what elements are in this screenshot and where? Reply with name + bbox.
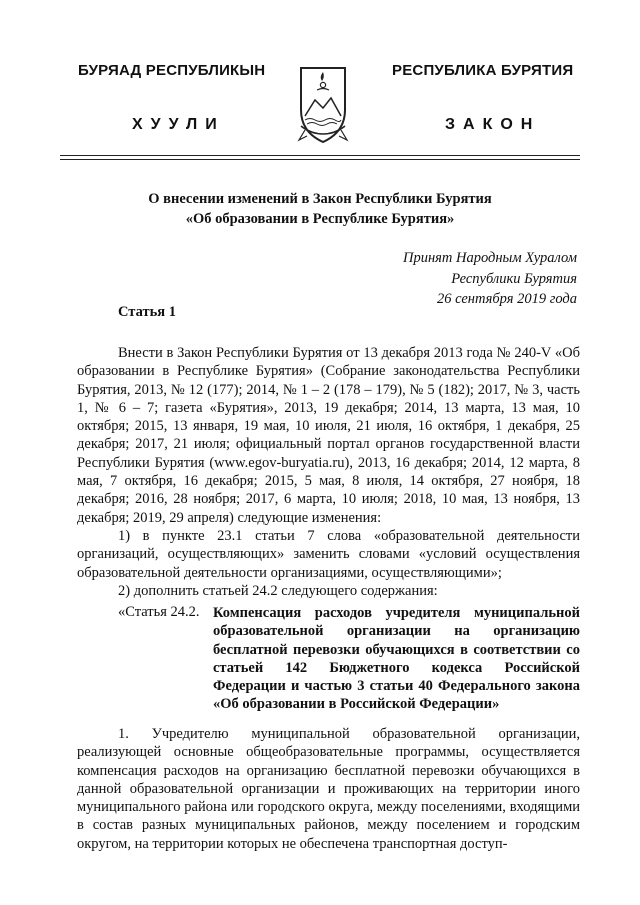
adoption-line-2: Республики Бурятия	[451, 270, 577, 287]
new-article-title: Компенсация расходов учредителя муниципальной образовательной организации на организацию бесплатной перевозки обучающихся в соответствии со статьей 142 Бюджетного кодекса Российской Федерации и частью 3 статьи 40 Федерального закона «Об образовании в Российской Федерации»	[213, 605, 580, 713]
adoption-line-1: Принят Народным Хуралом	[402, 250, 577, 266]
header-divider-thin	[60, 159, 580, 160]
article-1-item-1: 1) в пункте 23.1 статьи 7 слова «образовательной деятельности организаций, осуществляющих» заменить словами «условий осуществления образовательной деятельности организациями, осуществляющими»;	[77, 527, 580, 581]
law-title-line-2: «Об образовании в Республике Бурятия»	[185, 211, 455, 227]
header-republic-russian: РЕСПУБЛИКА БУРЯТИЯ	[392, 62, 574, 79]
header-republic-buryat: БУРЯАД РЕСПУБЛИКЫН	[78, 62, 266, 79]
header-law-russian: ЗАКОН	[445, 116, 541, 133]
law-title-line-1: О внесении изменений в Закон Республики Бурятия	[148, 191, 492, 207]
article-1-item-2: 2) дополнить статьей 24.2 следующего содержания:	[118, 582, 438, 599]
new-article-paragraph-1	[77, 725, 580, 853]
law-title	[60, 189, 580, 229]
article-1-intro: Внести в Закон Республики Бурятия от 13 декабря 2013 года № 240-V «Об образовании в Республике Бурятия» (Собрание законодательства Республики Бурятия, 2013, № 12 (177); 2014, № 1 – 2 (178 – 179), № 5 (182); 2017, № 3, часть 1, № 6 – 7; газета «Бурятия», 2013, 19 декабря; 2014, 13 марта, 13 мая, 10 октября; 2015, 13 января, 19 мая, 10 июля, 21 июля, 16 октября, 1 декабря, 25 декабря; 2017, 21 июля; официальный портал органов государственной власти Республики Бурятия (www.egov-buryatia.ru), 2013, 16 декабря; 2014, 12 марта, 8 мая, 7 октября, 16 декабря; 2015, 5 мая, 8 июля, 14 октября, 27 ноября, 18 декабря; 2016, 28 ноября; 2017, 6 марта, 10 июля; 2018, 10 мая, 13 ноября, 13 декабря; 2019, 29 апреля) следующие изменения:	[77, 345, 580, 526]
buryatia-coat-of-arms-icon	[295, 60, 351, 146]
article-1-heading: Статья 1	[118, 304, 176, 320]
article-1-body	[77, 344, 580, 600]
new-article-paragraph-1-text: 1. Учредителю муниципальной образовательной организации, реализующей основные общеобразовательные программы, осуществляется компенсация расходов на организацию бесплатной перевозки обучающихся в данной образовательной организации и проживающих на территории иного муниципального района или городского округа, между поселениями, входящими в состав разных муниципальных районов, между поселением и городским округом, на территории которых не обеспечена транспортная доступ-	[77, 726, 580, 852]
new-article-label: «Статья 24.2.	[118, 604, 200, 620]
header-law-buryat: ХУУЛИ	[132, 116, 225, 133]
header-divider-thick	[60, 155, 580, 156]
adoption-note	[403, 248, 577, 310]
adoption-date: 26 сентября 2019 года	[436, 291, 577, 307]
